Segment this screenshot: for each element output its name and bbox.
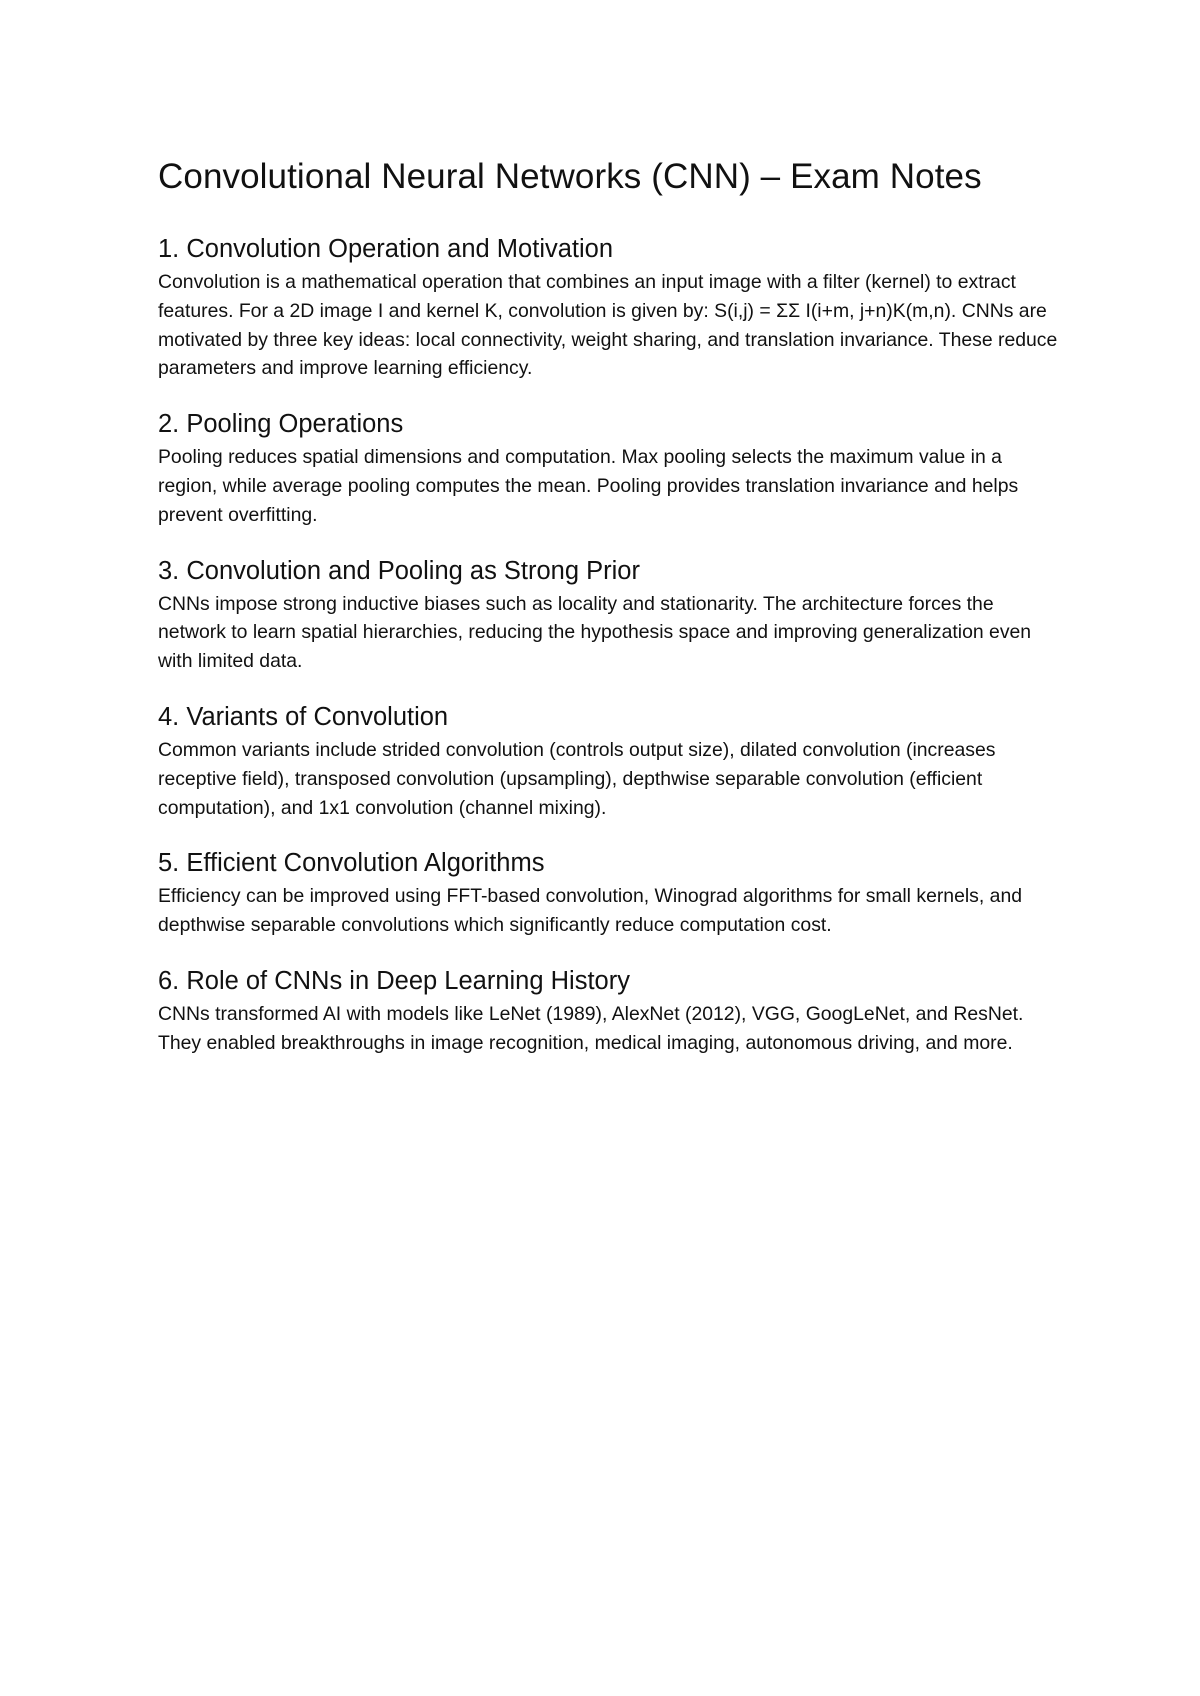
document-title: Convolutional Neural Networks (CNN) – Exam Notes: [158, 157, 982, 196]
section-variants-of-convolution: [158, 702, 1058, 822]
section-heading: 2. Pooling Operations: [158, 410, 404, 439]
section-body: CNNs transformed AI with models like LeNet (1989), AlexNet (2012), VGG, GoogLeNet, and ResNet. They enabled breakthroughs in image recognition, medical imaging, autonomous driving, and more.: [158, 1002, 1024, 1054]
section-efficient-algorithms: [158, 848, 1058, 940]
section-body: Convolution is a mathematical operation that combines an input image with a filter (kernel) to extract features. For a 2D image I and kernel K, convolution is given by: S(i,j) = ΣΣ I(i+m, j+n)K(m,n). CNNs are motivated by three key ideas: local connectivity, weight sharing, and translation invariance. These reduce parameters and improve learning efficiency.: [158, 271, 1058, 380]
section-heading: 6. Role of CNNs in Deep Learning History: [158, 966, 630, 995]
section-cnn-history: [158, 966, 1058, 1058]
section-body: Efficiency can be improved using FFT-based convolution, Winograd algorithms for small kernels, and depthwise separable convolutions which significantly reduce computation cost.: [158, 885, 1023, 937]
section-body: Common variants include strided convolution (controls output size), dilated convolution (increases receptive field), transposed convolution (upsampling), depthwise separable convolution (efficient computation), and 1x1 convolution (channel mixing).: [158, 738, 996, 819]
section-convolution-operation: [158, 234, 1058, 383]
document-page: [158, 156, 1058, 1084]
section-body: Pooling reduces spatial dimensions and computation. Max pooling selects the maximum value in a region, while average pooling computes the mean. Pooling provides translation invariance and helps prevent overfitting.: [158, 446, 1019, 526]
section-heading: 5. Efficient Convolution Algorithms: [158, 849, 545, 878]
section-body: CNNs impose strong inductive biases such as locality and stationarity. The architecture forces the network to learn spatial hierarchies, reducing the hypothesis space and improving generalization even with limited data.: [158, 592, 1032, 673]
section-heading: 3. Convolution and Pooling as Strong Prior: [158, 556, 640, 585]
section-pooling-operations: [158, 409, 1058, 529]
section-heading: 1. Convolution Operation and Motivation: [158, 235, 614, 263]
section-heading: 4. Variants of Convolution: [158, 702, 449, 731]
section-strong-prior: [158, 556, 1058, 676]
